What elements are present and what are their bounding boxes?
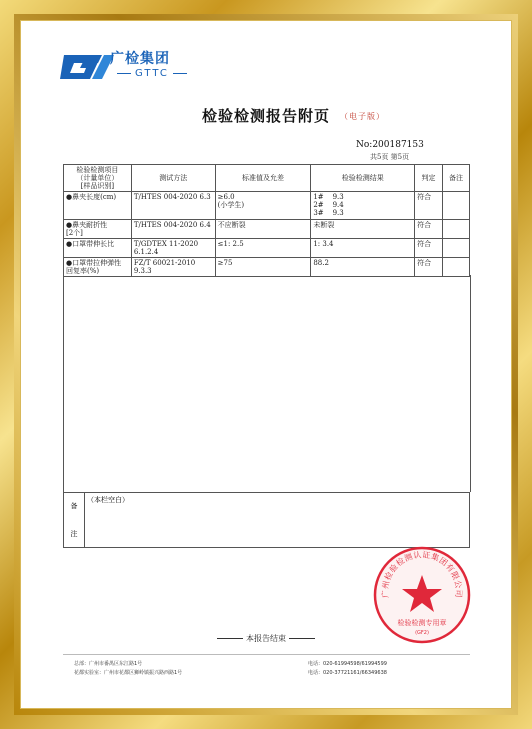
table-row	[64, 258, 470, 277]
note-cell	[443, 192, 470, 220]
note-cell	[443, 258, 470, 277]
table-row	[64, 220, 470, 239]
svg-text:检验检测专用章: 检验检测专用章	[397, 619, 447, 627]
standard-cell: ≤1: 2.5	[215, 239, 311, 258]
judge-cell: 符合	[415, 258, 443, 277]
report-end	[0, 633, 532, 644]
results-table	[63, 164, 470, 277]
remark-label-cell	[64, 493, 85, 548]
method-cell: FZ/T 60021-2010 9.3.3	[131, 258, 215, 277]
standard-cell: 不应断裂	[215, 220, 311, 239]
report-number: No:200187153	[356, 140, 424, 150]
end-text: 本报告结束	[246, 634, 286, 643]
header-cell: 检验检测结果	[311, 165, 415, 192]
method-cell: T/GDTEX 11-2020 6.1.2.4	[131, 239, 215, 258]
page-info: 共5页 第5页	[370, 153, 410, 161]
remark-content: （本栏空白）	[85, 493, 470, 548]
edition-label: （电子版）	[340, 112, 385, 121]
item-cell: ●鼻夹耐折性 [2个]	[64, 220, 132, 239]
end-divider-left	[217, 638, 243, 639]
gttc-logo-icon	[58, 47, 118, 87]
remark-table	[63, 492, 470, 548]
company-name-en: GTTC	[113, 68, 191, 79]
judge-cell: 符合	[415, 192, 443, 220]
empty-table-area	[63, 275, 471, 492]
table-row	[64, 239, 470, 258]
standard-cell: ≥6.0 (小学生)	[215, 192, 311, 220]
table-row	[64, 192, 470, 220]
item-cell: ●鼻夹长度(cm)	[64, 192, 132, 220]
judge-cell: 符合	[415, 239, 443, 258]
remark-label-2: 注	[70, 530, 78, 538]
header-cell: 检验检测项目 （计量单位） [样品识别]	[64, 165, 132, 192]
judge-cell: 符合	[415, 220, 443, 239]
company-name: 广检集团	[110, 51, 170, 67]
table-header-row	[64, 165, 470, 192]
svg-text:(GF2): (GF2)	[415, 630, 429, 636]
header-cell: 备注	[443, 165, 470, 192]
footer-address-1: 总部：广州市番禺区东江路1号	[74, 661, 143, 667]
result-cell: 1: 3.4	[311, 239, 415, 258]
end-divider-right	[289, 638, 315, 639]
header-cell: 判定	[415, 165, 443, 192]
item-cell: ●口罩带伸长比	[64, 239, 132, 258]
result-cell: 未断裂	[311, 220, 415, 239]
header-cell: 测试方法	[131, 165, 215, 192]
note-cell	[443, 239, 470, 258]
page-title	[0, 105, 532, 126]
official-seal-icon	[372, 545, 472, 645]
footer-address-2: 花都实验室：广州市花都区狮岭镇振兴路西路1号	[74, 670, 183, 676]
method-cell: T/HTES 004-2020 6.3	[131, 192, 215, 220]
note-cell	[443, 220, 470, 239]
footer-phone-2: 电话：020-37721161/66349638	[308, 670, 387, 676]
standard-cell: ≥75	[215, 258, 311, 277]
footer-phone-1: 电话：020-61994598/61994599	[308, 661, 387, 667]
result-cell: 88.2	[311, 258, 415, 277]
method-cell: T/HTES 004-2020 6.4	[131, 220, 215, 239]
item-cell: ●口罩带拉伸弹性 回复率(%)	[64, 258, 132, 277]
remark-label-1: 备	[70, 502, 78, 510]
title-text: 检验检测报告附页	[201, 107, 330, 125]
svg-text:广州检验检测认证集团有限公司: 广州检验检测认证集团有限公司	[380, 550, 464, 599]
header-cell: 标准值及允差	[215, 165, 311, 192]
footer-divider	[63, 654, 470, 655]
result-cell: 1# 9.3 2# 9.4 3# 9.3	[311, 192, 415, 220]
